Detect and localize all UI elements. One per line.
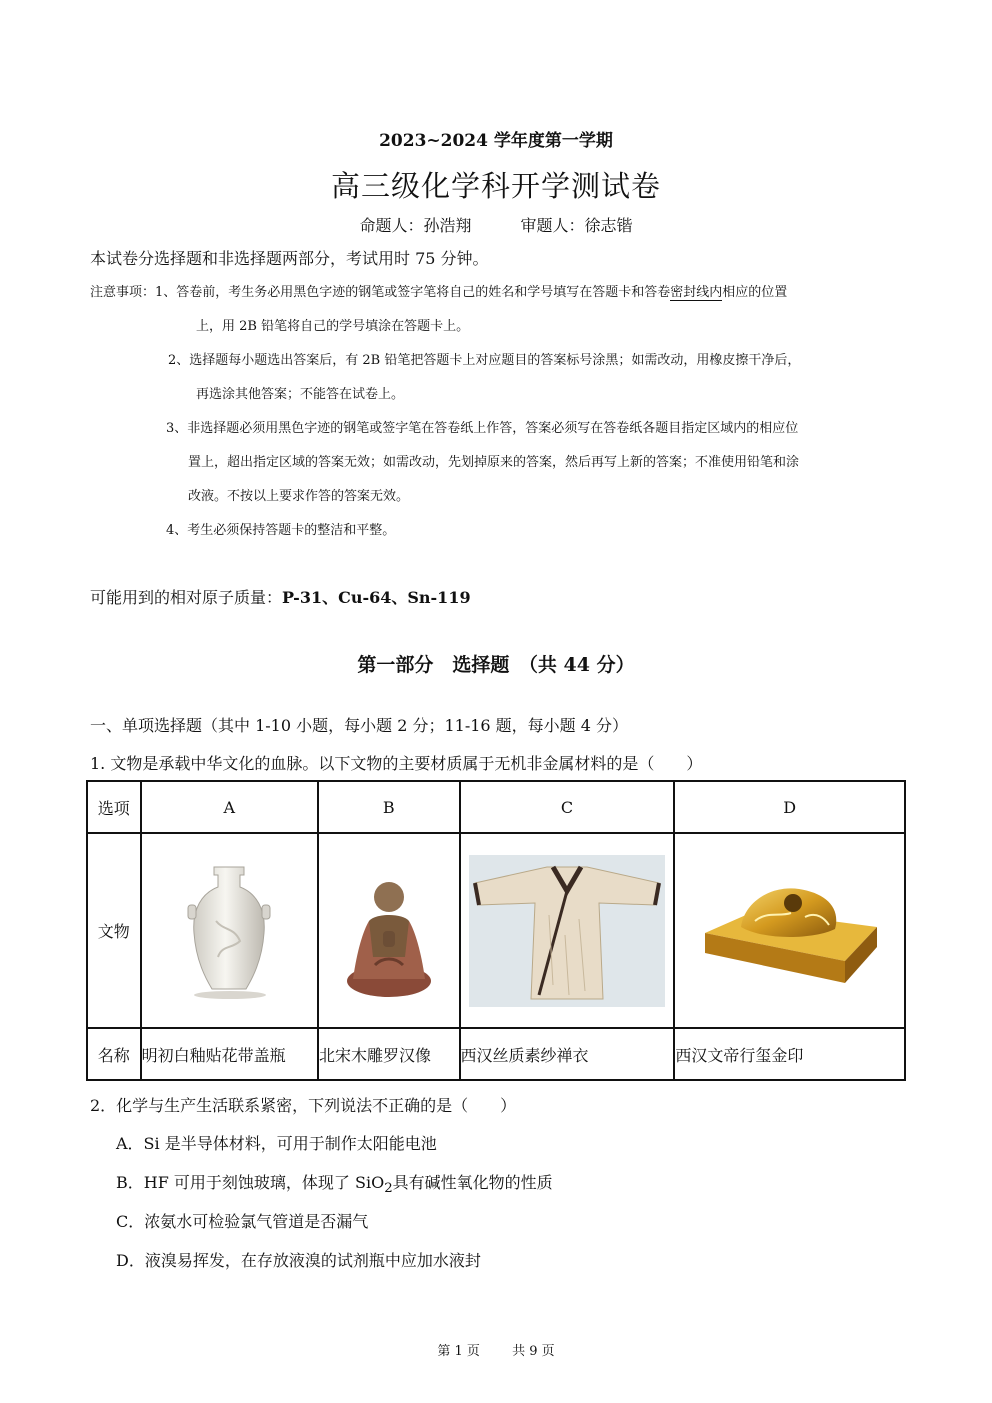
note-3c: 改液。不按以上要求作答的答案无效。 [188, 489, 410, 504]
gold-seal-image [674, 833, 905, 1028]
note-1a-underlined: 密封线内 [670, 285, 723, 300]
table-row [87, 833, 905, 1028]
option-c-name: 西汉丝质素纱禅衣 [460, 1028, 675, 1080]
vase-image [141, 833, 318, 1028]
question-2-option-d: D．液溴易挥发，在存放液溴的试剂瓶中应加水液封 [116, 1251, 481, 1270]
intro-text: 本试卷分选择题和非选择题两部分，考试用时 75 分钟。 [90, 249, 489, 268]
question-1-stem: 1. 文物是承载中华文化的血脉。以下文物的主要材质属于无机非金属材料的是（ ） [90, 754, 703, 773]
note-3a: 3、非选择题必须用黑色字迹的钢笔或签字笔在答卷纸上作答，答案必须写在答卷纸各题目指定区域内的相应位 [166, 421, 799, 436]
table-row [87, 781, 905, 833]
option-d-name: 西汉文帝行玺金印 [674, 1028, 905, 1080]
exam-title: 高三级化学科开学测试卷 [330, 169, 661, 203]
option-a-header: A [141, 781, 318, 833]
option-b-name: 北宋木雕罗汉像 [318, 1028, 460, 1080]
table-row [87, 1028, 905, 1080]
option-b-text: B．HF 可用于刻蚀玻璃，体现了 SiO [116, 1173, 385, 1192]
option-c-header: C [460, 781, 675, 833]
silk-robe-image [460, 833, 675, 1028]
note-1a [90, 276, 787, 310]
atomic-mass-line [90, 585, 471, 608]
arhat-statue-image [318, 833, 460, 1028]
question-2-option-c: C．浓氨水可检验氯气管道是否漏气 [116, 1212, 369, 1231]
reviewer-name: 审题人：徐志锴 [520, 216, 633, 235]
option-d-header: D [674, 781, 905, 833]
note-1b: 上，用 2B 铅笔将自己的学号填涂在答题卡上。 [196, 319, 470, 334]
note-1a-text: 注意事项：1、答卷前，考生务必用黑色字迹的钢笔或签字笔将自己的姓名和学号填写在答题卡和答卷 [90, 285, 671, 300]
question-2-stem: 2．化学与生产生活联系紧密，下列说法不正确的是（ ） [90, 1096, 517, 1115]
relics-table [86, 780, 906, 1081]
page-footer [0, 1340, 992, 1359]
note-1a-tail: 相应的位置 [722, 285, 788, 300]
option-b-header: B [318, 781, 460, 833]
authors-line [0, 213, 992, 236]
option-b-subscript: 2 [384, 1181, 393, 1197]
note-2b: 再选涂其他答案；不能答在试卷上。 [196, 387, 405, 402]
option-b-tail: 具有碱性氧化物的性质 [392, 1173, 553, 1192]
question-2-option-b [116, 1170, 553, 1196]
page-total: 共 9 页 [512, 1344, 555, 1359]
author-name: 命题人：孙浩翔 [359, 216, 472, 235]
question-2-option-a: A．Si 是半导体材料，可用于制作太阳能电池 [116, 1134, 437, 1153]
page-number: 第 1 页 [437, 1344, 480, 1359]
row-label-name: 名称 [87, 1028, 141, 1080]
option-a-name: 明初白釉贴花带盖瓶 [141, 1028, 318, 1080]
atomic-mass-values: P-31、Cu-64、Sn-119 [282, 588, 471, 607]
note-3b: 置上，超出指定区域的答案无效；如需改动，先划掉原来的答案，然后再写上新的答案；不准使用铅笔和涂 [188, 455, 800, 470]
row-label-option: 选项 [87, 781, 141, 833]
term-heading: 2023~2024 学年度第一学期 [379, 131, 613, 151]
part-heading: 第一部分 选择题 （共 44 分） [357, 654, 635, 676]
row-label-relic: 文物 [87, 833, 141, 1028]
note-2a: 2、选择题每小题选出答案后，有 2B 铅笔把答题卡上对应题目的答案标号涂黑；如需改动，用橡皮擦干净后， [168, 353, 801, 368]
atomic-mass-label: 可能用到的相对原子质量： [90, 588, 283, 607]
section-heading: 一、单项选择题（其中 1-10 小题，每小题 2 分；11-16 题，每小题 4 分） [90, 716, 629, 735]
note-4: 4、考生必须保持答题卡的整洁和平整。 [166, 523, 396, 538]
